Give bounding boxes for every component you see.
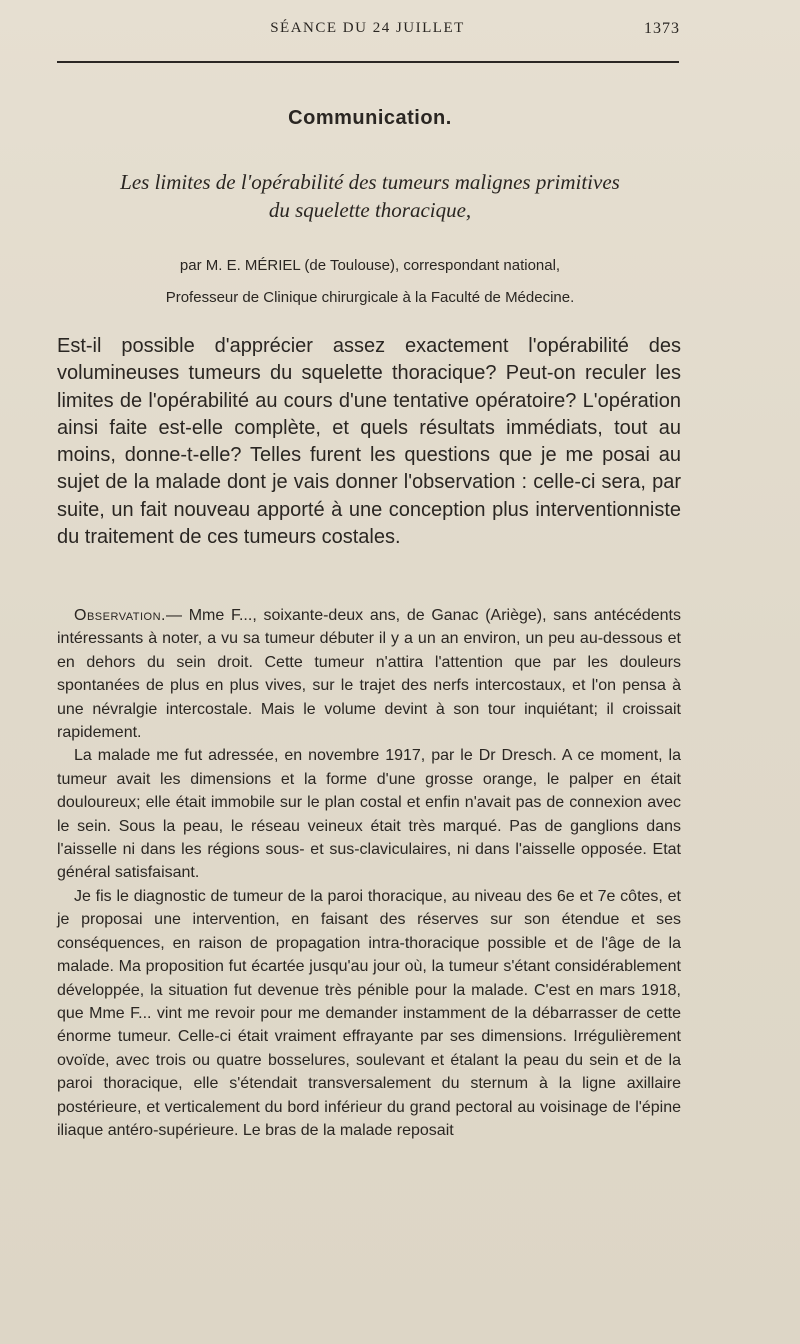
article-title-line-1: Les limites de l'opérabilité des tumeurs malignes primitives	[120, 170, 620, 194]
page-number: 1373	[644, 20, 680, 37]
running-head: SÉANCE DU 24 JUILLET	[270, 20, 465, 36]
observation-paragraph-1	[57, 604, 681, 744]
section-title: Communication.	[288, 107, 452, 129]
observation-section	[57, 604, 681, 1142]
observation-paragraph-2: La malade me fut adressée, en novembre 1917, par le Dr Dresch. A ce moment, la tumeur avait les dimensions et la forme d'une grosse orange, le palper en était douloureux; elle était immobile sur le plan costal et enfin n'avait pas de connexion avec le sein. Sous la peau, le réseau veineux était très marqué. Pas de ganglions dans l'aisselle ni dans les régions sous- et sus-claviculaires, ni dans l'aisselle opposée. Etat général satisfaisant.	[57, 747, 681, 882]
byline-affiliation: Professeur de Clinique chirurgicale à la Faculté de Médecine.	[165, 289, 575, 306]
intro-paragraph: Est-il possible d'apprécier assez exactement l'opérabilité des volumineuses tumeurs du squelette thoracique? Peut-on reculer les limites de l'opérabilité au cours d'une tentative opératoire? L'opération ainsi faite est-elle complète, et quels résultats immédiats, tout au moins, donne-t-elle? Telles furent les questions que je me posai au sujet de la malade dont je vais donner l'observation : celle-ci sera, par suite, un fait nouveau apporté à une conception plus interventionniste du traitement de ces tumeurs costales.	[57, 335, 681, 549]
byline-author: par M. E. MÉRIEL (de Toulouse), correspondant national,	[179, 257, 561, 274]
page-header	[55, 20, 680, 44]
intro-section	[57, 333, 681, 551]
observation-paragraph-1-text: — Mme F..., soixante-deux ans, de Ganac (Ariège), sans antécédents intéressants à noter, a vu sa tumeur débuter il y a un an environ, un peu au-dessous et en dehors du sein droit. Cette tumeur n'attira l'attention que par les douleurs spontanées de plus en plus vives, sur le trajet des nerfs intercostaux, et l'on pensa à une névralgie intercostale. Mais le volume devint à son tour inquiétant; il croissait rapidement.	[57, 607, 681, 742]
article-title	[60, 168, 680, 224]
byline	[60, 250, 680, 314]
observation-paragraph-3: Je fis le diagnostic de tumeur de la paroi thoracique, au niveau des 6e et 7e côtes, et je proposai une intervention, en faisant des réserves sur son étendue et ses conséquences, en raison de propagation intra-thoracique possible et de l'âge de la malade. Ma proposition fut écartée jusqu'au jour où, la tumeur s'étant considérablement développée, la situation fut devenue très pénible pour la malade. C'est en mars 1918, que Mme F... vint me revoir pour me demander instamment de la débarrasser de cette énorme tumeur. Celle-ci était vraiment effrayante par ses dimensions. Irrégulièrement ovoïde, avec trois ou quatre bosselures, soulevant et étalant la peau du sein et de la paroi thoracique, elle s'étendait transversalement du sternum à la ligne axillaire postérieure, et verticalement du bord inférieur du grand pectoral au voisinage de l'épine iliaque antéro-supérieure. Le bras de la malade reposait	[57, 887, 681, 1139]
article-title-line-2: du squelette thoracique,	[268, 198, 472, 222]
observation-label: Observation.	[74, 607, 166, 624]
header-rule	[57, 61, 679, 63]
